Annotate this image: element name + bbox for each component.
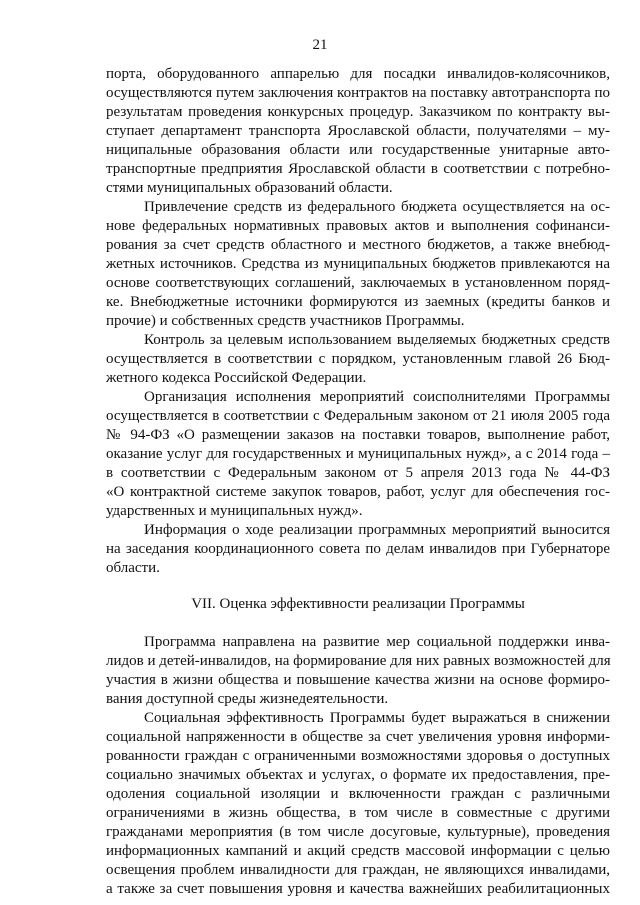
text-line: на заседания координационного совета по делам инвалидов при Губернаторе <box>106 541 610 557</box>
text-line: прочие) и собственных средств участников Программы. <box>106 313 465 329</box>
text-line: а также за счет повышения уровня и качества важнейших реабилитационных <box>106 881 610 897</box>
text-line: порта, оборудованного аппарелью для посадки инвалидов-колясочников, <box>106 66 610 82</box>
text-line: гражданами мероприятия (в том числе досуговые, культурные), проведения <box>106 824 610 840</box>
text-line: осуществляется в соответствии с Федеральным законом от 21 июля 2005 года <box>106 408 610 424</box>
text-line: участия в жизни общества и повышение качества жизни на основе формиро- <box>106 672 610 688</box>
paragraph-federal-budget <box>106 198 610 331</box>
paragraph-transport-procurement <box>106 65 610 198</box>
text-line: Информация о ходе реализации программных мероприятий выносится <box>144 522 610 538</box>
text-line: ступает департамент транспорта Ярославской области, получателями – му- <box>106 123 610 139</box>
text-line: социальной напряженности в обществе за счет увеличения уровня информи- <box>106 729 610 745</box>
text-line: вания доступной среды жизнедеятельности. <box>106 691 389 707</box>
text-line: осуществляется в соответствии с порядком, установленным главой 26 Бюд- <box>106 351 610 367</box>
text-line: нове федеральных нормативных правовых актов и выполнения софинанси- <box>106 218 610 234</box>
section-before-heading <box>106 65 610 578</box>
text-line: ударственных и муниципальных нужд». <box>106 503 363 519</box>
text-line: транспортные предприятия Ярославской области в соответствии с потребно- <box>106 161 610 177</box>
section-heading: VII. Оценка эффективности реализации Программы <box>191 596 525 612</box>
text-line: результатам проведения конкурсных процедур. Заказчиком по контракту вы- <box>106 104 610 120</box>
page-body <box>106 65 610 899</box>
text-line: «О контрактной системе закупок товаров, работ, услуг для обеспечения гос- <box>106 484 610 500</box>
text-line: социально значимых объектах и услугах, о формате их предоставления, пре- <box>106 767 610 783</box>
text-line: Организация исполнения мероприятий соисполнителями Программы <box>144 389 610 405</box>
text-line: области. <box>106 560 160 576</box>
text-line: Программа направлена на развитие мер социальной поддержки инва- <box>144 634 610 650</box>
page-number: 21 <box>312 37 328 53</box>
text-line: одоления социальной изоляции и включенности граждан с различными <box>106 786 610 802</box>
text-line: основе соответствующих соглашений, заключаемых в установленном поряд- <box>106 275 610 291</box>
text-line: осуществляются путем заключения контрактов на поставку автотранспорта по <box>106 85 610 101</box>
paragraph-social-efficiency <box>106 709 610 899</box>
text-line: информационных кампаний и акций средств массовой информации с целью <box>106 843 610 859</box>
text-line: жетного кодекса Российской Федерации. <box>106 370 367 386</box>
text-line: № 94-ФЗ «О размещении заказов на поставки товаров, выполнение работ, <box>106 427 610 443</box>
text-line: оказание услуг для государственных и муниципальных нужд», а с 2014 года – <box>106 446 610 462</box>
section-efficiency <box>106 633 610 899</box>
paragraph-budget-control <box>106 331 610 388</box>
text-line: жетных источников. Средства из муниципальных бюджетов привлекаются на <box>106 256 610 272</box>
text-line: ке. Внебюджетные источники формируются из заемных (кредиты банков и <box>106 294 610 310</box>
text-line: Социальная эффективность Программы будет выражаться в снижении <box>144 710 610 726</box>
text-line: Контроль за целевым использованием выделяемых бюджетных средств <box>144 332 610 348</box>
text-line: Привлечение средств из федерального бюджета осуществляется на ос- <box>144 199 610 215</box>
text-line: лидов и детей-инвалидов, на формирование для них равных возможностей для <box>106 653 611 669</box>
text-line: в соответствии с Федеральным законом от 5 апреля 2013 года № 44-ФЗ <box>106 465 610 481</box>
text-line: ограничениями в жизнь общества, в том числе в совместные с другими <box>106 805 610 821</box>
paragraph-council-reporting <box>106 521 610 578</box>
text-line: стями муниципальных образований области. <box>106 180 393 196</box>
paragraph-program-goal <box>106 633 610 709</box>
text-line: ниципальные образования области или государственные унитарные авто- <box>106 142 610 158</box>
paragraph-procurement-law <box>106 388 610 521</box>
text-line: рования за счет средств областного и местного бюджетов, а также внебюд- <box>106 237 610 253</box>
text-line: рованности граждан с ограниченными возможностями здоровья о доступных <box>106 748 610 764</box>
text-line: освещения проблем инвалидности для граждан, не являющихся инвалидами, <box>106 862 610 878</box>
